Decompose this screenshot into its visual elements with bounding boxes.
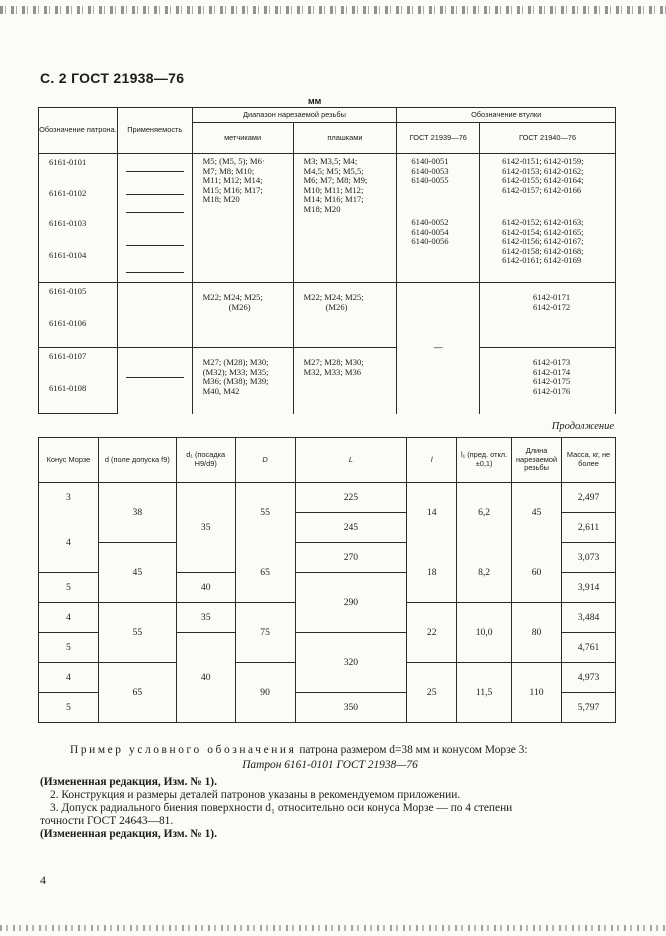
cone-cell: 5 [39, 573, 99, 603]
l1-cell: 10,0 [457, 603, 512, 663]
col-dies-header: плашками [293, 123, 397, 154]
d1-cell: 40 [176, 573, 235, 603]
scan-noise-top [0, 6, 666, 14]
mass-cell: 3,914 [562, 573, 616, 603]
h-D: D [235, 438, 295, 483]
cartridge-table [38, 107, 616, 414]
h-L: L [295, 438, 407, 483]
unit-label: мм [308, 96, 322, 106]
mass-cell: 3,073 [562, 543, 616, 573]
h-len: Длина нарезаемой резьбы [512, 438, 562, 483]
scan-noise-bottom [0, 925, 666, 931]
len-cell: 80 [512, 603, 562, 663]
continuation-label: Продолжение [551, 421, 614, 432]
cone-cell: 4 [39, 663, 99, 693]
mass-cell: 2,497 [562, 483, 616, 513]
dies-list: M22; M24; M25; (M26) [293, 283, 397, 348]
code-cell: 6161-0108 [39, 380, 118, 414]
taps-list: M22; M24; M25; (M26) [192, 283, 293, 348]
d-cell: 55 [98, 603, 176, 663]
example-designation: Патрон 6161-0101 ГОСТ 21938—76 [242, 759, 418, 771]
col-taps-header: метчиками [192, 123, 293, 154]
l-cell: 14 [407, 483, 457, 543]
amendment-note-1: (Измененная редакция, Изм. № 1). [40, 776, 217, 788]
d1-cell: 35 [176, 603, 235, 633]
cone-cell: 5 [39, 633, 99, 663]
code-cell: 6161-0107 [39, 348, 118, 381]
l1-cell: 8,2 [457, 543, 512, 603]
taps-list: M27; (M28); M30; (M32); M33; M35; M36; (M38); M39; M40, M42 [192, 348, 293, 414]
L-cell: 350 [295, 693, 407, 723]
d1-cell: 35 [176, 483, 235, 573]
len-cell: 45 [512, 483, 562, 543]
mass-cell: 2,611 [562, 513, 616, 543]
h-d1: d₁ (посадка H9/d9) [176, 438, 235, 483]
L-cell: 225 [295, 483, 407, 513]
example-lead: Пример условного обозначения [70, 744, 297, 756]
paragraph-3-cont: точности ГОСТ 24643—81. [40, 815, 174, 827]
mass-cell: 4,973 [562, 663, 616, 693]
app-cell [117, 154, 192, 283]
cone-cell: 3 [39, 483, 99, 513]
gost2-list: 6142-0173 6142-0174 6142-0175 6142-0176 [480, 348, 616, 414]
col-gost2-header: ГОСТ 21940—76 [480, 123, 616, 154]
h-l1: l₁ (пред. откл. ±0,1) [457, 438, 512, 483]
mass-cell: 5,797 [562, 693, 616, 723]
code-cell: 6161-0101 [39, 154, 118, 186]
L-cell: 320 [295, 633, 407, 693]
dimensions-table [38, 437, 616, 723]
col-sleeve-header: Обозначение втулки [397, 108, 616, 123]
len-cell: 60 [512, 543, 562, 603]
cone-cell: 4 [39, 513, 99, 573]
L-cell: 290 [295, 573, 407, 633]
page-number: 4 [40, 873, 46, 887]
amendment-note-2: (Измененная редакция, Изм. № 1). [40, 828, 217, 840]
cone-cell: 5 [39, 693, 99, 723]
l-cell: 22 [407, 603, 457, 663]
code-cell: 6161-0104 [39, 247, 118, 283]
mass-cell: 3,484 [562, 603, 616, 633]
col-gost1-header: ГОСТ 21939—76 [397, 123, 480, 154]
D-cell: 65 [235, 543, 295, 603]
h-l: l [407, 438, 457, 483]
d1-cell: 40 [176, 633, 235, 723]
gost1-dash: — [397, 283, 480, 414]
gost2-list-a: 6142-0151; 6142-0159; 6142-0153; 6142-0162; 6142-0155; 6142-0164; 6142-0157; 6142-0166 [480, 154, 616, 216]
code-cell: 6161-0105 [39, 283, 118, 316]
code-cell: 6161-0103 [39, 215, 118, 247]
app-cell [117, 283, 192, 348]
D-cell: 75 [235, 603, 295, 663]
dies-list: M27; M28; M30; M32, M33; M36 [293, 348, 397, 414]
mass-cell: 4,761 [562, 633, 616, 663]
paragraph-3: 3. Допуск радиального биения поверхности d₁ относительно оси конуса Морзе — по 4 степени [50, 802, 513, 814]
l1-cell: 11,5 [457, 663, 512, 723]
col-code-header: Обозначение патрона. [39, 108, 118, 154]
h-mass: Масса, кг, не более [562, 438, 616, 483]
gost1-list-a: 6140-0051 6140-0053 6140-0055 [397, 154, 480, 216]
len-cell: 110 [512, 663, 562, 723]
h-d: d (поле допуска f9) [98, 438, 176, 483]
d-cell: 45 [98, 543, 176, 603]
d-cell: 65 [98, 663, 176, 723]
app-cell [117, 348, 192, 414]
col-range-header: Диапазон нарезаемой резьбы [192, 108, 397, 123]
col-app-header: Применяемость [117, 108, 192, 154]
h-cone: Конус Морзе [39, 438, 99, 483]
l1-cell: 6,2 [457, 483, 512, 543]
l-cell: 18 [407, 543, 457, 603]
taps-list: M5; (M5, 5); M6· M7; M8; M10; M11; M12; M14; M15; M16; M17; M18; M20 [192, 154, 293, 283]
paragraph-2: 2. Конструкция и размеры деталей патронов указаны в рекомендуемом приложении. [50, 789, 461, 801]
page-header: С. 2 ГОСТ 21938—76 [40, 70, 185, 86]
example-rest: патрона размером d=38 мм и конусом Морзе 3: [299, 744, 528, 756]
code-cell: 6161-0106 [39, 315, 118, 348]
dies-list: M3; M3,5; M4; M4,5; M5; M5,5; M6; M7; M8; M9; M10; M11; M12; M14; M16; M17; M18; M20 [293, 154, 397, 283]
gost2-list-b: 6142-0152; 6142-0163; 6142-0154; 6142-0165; 6142-0156; 6142-0167; 6142-0158; 6142-0168; 6142-0161; 6142-0169 [480, 215, 616, 283]
example-line [40, 744, 620, 757]
L-cell: 270 [295, 543, 407, 573]
gost1-list-b: 6140-0052 6140-0054 6140-0056 [397, 215, 480, 283]
cone-cell: 4 [39, 603, 99, 633]
code-cell: 6161-0102 [39, 185, 118, 215]
L-cell: 245 [295, 513, 407, 543]
D-cell: 55 [235, 483, 295, 543]
gost2-list: 6142-0171 6142-0172 [480, 283, 616, 348]
d-cell: 38 [98, 483, 176, 543]
l-cell: 25 [407, 663, 457, 723]
D-cell: 90 [235, 663, 295, 723]
